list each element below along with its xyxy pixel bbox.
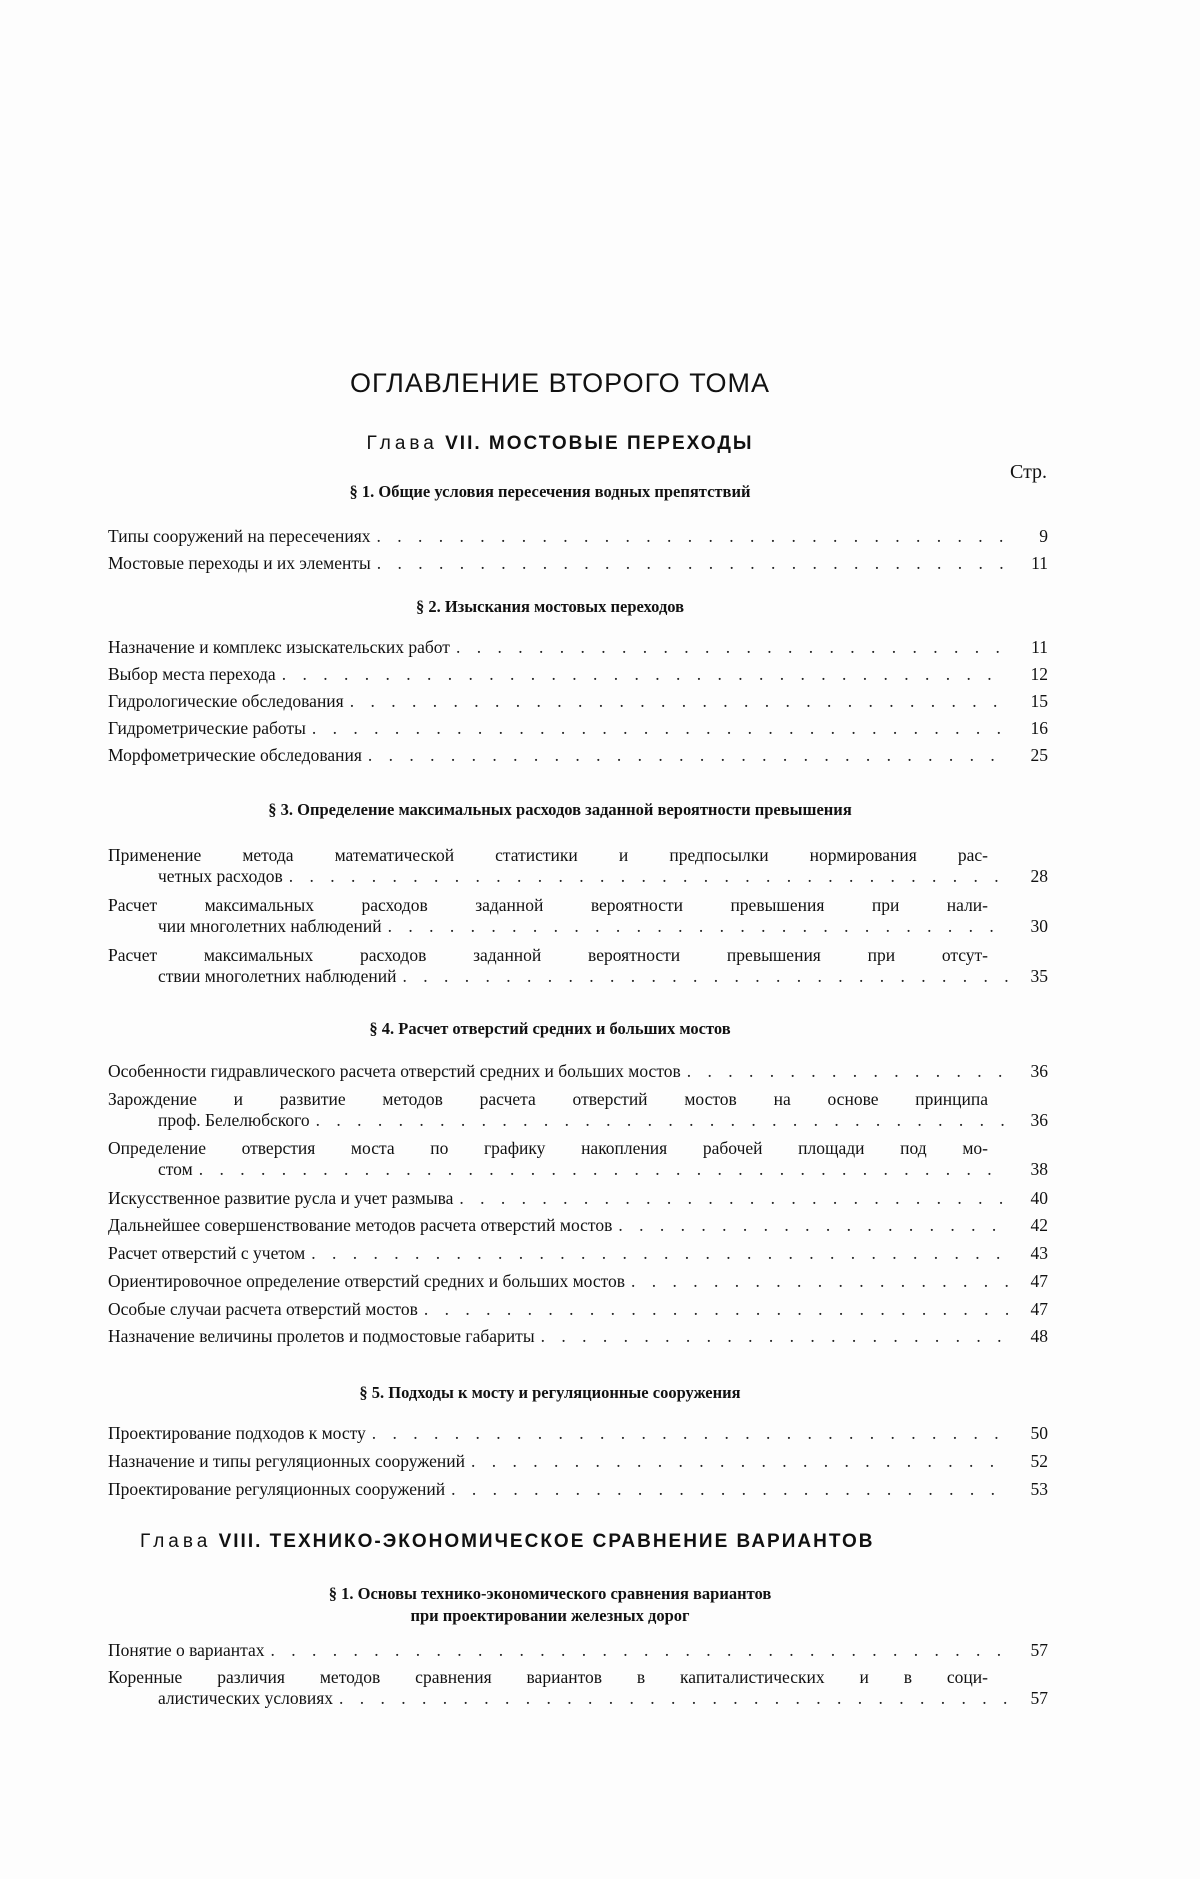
entry-page: 28 (1030, 866, 1048, 886)
entry-title: Особые случаи расчета отверстий мостов (108, 1299, 418, 1319)
entry-page: 57 (1030, 1688, 1048, 1708)
leader-dots (316, 1110, 1008, 1131)
toc-entry (108, 664, 1048, 685)
page-title: ОГЛАВЛЕНИЕ ВТОРОГО ТОМА (350, 368, 770, 398)
entry-title: Типы сооружений на пересечениях (108, 526, 371, 546)
section-heading: § 2. Изыскания мостовых переходов (415, 597, 685, 616)
entry-title: Искусственное развитие русла и учет размыва (108, 1188, 454, 1208)
chapter-heading (140, 1531, 1020, 1553)
entry-title-cont: чии многолетних наблюдений (158, 916, 382, 936)
entry-page: 9 (1039, 526, 1048, 546)
chapter-heading (0, 433, 1120, 455)
leader-dots (451, 1479, 1008, 1500)
entry-page: 12 (1030, 664, 1048, 684)
entry-page: 36 (1030, 1110, 1048, 1130)
section-heading: § 3. Определение максимальных расходов заданной вероятности превышения (268, 800, 852, 819)
leader-dots (372, 1423, 1008, 1444)
toc-entry (108, 1138, 1048, 1180)
entry-page: 15 (1030, 691, 1048, 711)
entry-title: Гидрометрические работы (108, 718, 306, 738)
entry-title: Расчет отверстий с учетом (108, 1243, 306, 1263)
toc-entry (108, 1061, 1048, 1082)
toc-entry (108, 945, 1048, 987)
entry-page: 50 (1030, 1423, 1048, 1443)
toc-entry (108, 1423, 1048, 1444)
entry-title: Расчет максимальных расходов заданной вероятности превышения при нали- (108, 895, 988, 915)
entry-title: Определение отверстия моста по графику накопления рабочей площади под мо- (108, 1138, 988, 1158)
toc-entry (108, 691, 1048, 712)
entry-title: Применение метода математической статистики и предпосылки нормирования рас- (108, 845, 988, 865)
leader-dots (312, 718, 1008, 739)
entry-page: 16 (1030, 718, 1048, 738)
toc-entry (108, 1089, 1048, 1131)
section-heading: § 5. Подходы к мосту и регуляционные сооружения (359, 1383, 741, 1402)
leader-dots (368, 745, 1008, 766)
chapter-name: VIII. ТЕХНИКО-ЭКОНОМИЧЕСКОЕ СРАВНЕНИЕ ВАРИАНТОВ (218, 1531, 875, 1552)
section-heading: § 1. Основы технико-экономического сравнения вариантов (328, 1584, 772, 1603)
toc-entry (108, 1299, 1048, 1320)
section-heading-line2: при проектировании железных дорог (410, 1606, 690, 1625)
entry-title: Особенности гидравлического расчета отверстий средних и больших мостов (108, 1061, 681, 1081)
section-heading: § 1. Общие условия пересечения водных препятствий (349, 482, 751, 501)
entry-title-cont: четных расходов (158, 866, 283, 886)
leader-dots (311, 1243, 1008, 1264)
leader-dots (282, 664, 1008, 685)
leader-dots (289, 866, 1008, 887)
entry-page: 52 (1030, 1451, 1048, 1471)
toc-entry (108, 845, 1048, 887)
toc-entry (108, 1640, 1048, 1661)
entry-title: Дальнейшее совершенствование методов расчета отверстий мостов (108, 1215, 613, 1235)
toc-entry (108, 718, 1048, 739)
entry-page: 38 (1030, 1159, 1048, 1179)
entry-page: 40 (1030, 1188, 1048, 1208)
entry-title: Коренные различия методов сравнения вариантов в капиталистических и в соци- (108, 1667, 988, 1687)
leader-dots (350, 691, 1008, 712)
entry-page: 47 (1030, 1299, 1048, 1319)
chapter-label: Глава (366, 433, 438, 454)
toc-entry (108, 1188, 1048, 1209)
toc-entry (108, 526, 1048, 547)
leader-dots (456, 637, 1008, 658)
entry-title: Назначение и типы регуляционных сооружений (108, 1451, 466, 1471)
entry-title: Назначение величины пролетов и подмостовые габариты (108, 1326, 535, 1346)
entry-title: Мостовые переходы и их элементы (108, 553, 371, 573)
leader-dots (687, 1061, 1008, 1082)
leader-dots (471, 1451, 1008, 1472)
entry-title-cont: ствии многолетних наблюдений (158, 966, 397, 986)
entry-page: 47 (1030, 1271, 1048, 1291)
toc-entry (108, 1271, 1048, 1292)
entry-page: 53 (1030, 1479, 1048, 1499)
entry-page: 43 (1030, 1243, 1048, 1263)
entry-title: Проектирование регуляционных сооружений (108, 1479, 446, 1499)
entry-title: Проектирование подходов к мосту (108, 1423, 366, 1443)
leader-dots (424, 1299, 1008, 1320)
chapter-name: VII. МОСТОВЫЕ ПЕРЕХОДЫ (445, 433, 754, 454)
leader-dots (271, 1640, 1008, 1661)
toc-entry (108, 1667, 1048, 1709)
leader-dots (618, 1215, 1008, 1236)
entry-title: Ориентировочное определение отверстий средних и больших мостов (108, 1271, 626, 1291)
entry-title: Морфометрические обследования (108, 745, 362, 765)
leader-dots (403, 966, 1008, 987)
toc-entry (108, 1479, 1048, 1500)
entry-title-cont: алистических условиях (158, 1688, 333, 1708)
entry-title: Понятие о вариантах (108, 1640, 265, 1660)
entry-page: 30 (1030, 916, 1048, 936)
entry-page: 11 (1031, 553, 1048, 573)
entry-title: Назначение и комплекс изыскательских работ (108, 637, 450, 657)
leader-dots (377, 526, 1008, 547)
entry-title-cont: стом (158, 1159, 193, 1179)
chapter-label: Глава (140, 1531, 212, 1552)
entry-page: 35 (1030, 966, 1048, 986)
entry-page: 57 (1030, 1640, 1048, 1660)
toc-entry (108, 637, 1048, 658)
entry-page: 48 (1030, 1326, 1048, 1346)
entry-title: Гидрологические обследования (108, 691, 344, 711)
toc-entry (108, 553, 1048, 574)
entry-title: Зарождение и развитие методов расчета отверстий мостов на основе принципа (108, 1089, 988, 1109)
entry-title: Расчет максимальных расходов заданной вероятности превышения при отсут- (108, 945, 988, 965)
toc-entry (108, 895, 1048, 937)
leader-dots (541, 1326, 1008, 1347)
toc-entry (108, 1215, 1048, 1236)
entry-page: 25 (1030, 745, 1048, 765)
entry-page: 36 (1030, 1061, 1048, 1081)
leader-dots (631, 1271, 1008, 1292)
toc-entry (108, 1243, 1048, 1264)
leader-dots (459, 1188, 1008, 1209)
section-heading: § 4. Расчет отверстий средних и больших мостов (369, 1019, 731, 1038)
entry-title: Выбор места перехода (108, 664, 276, 684)
toc-entry (108, 1451, 1048, 1472)
leader-dots (199, 1159, 1008, 1180)
page-column-label: Стр. (1010, 461, 1048, 483)
toc-entry (108, 745, 1048, 766)
leader-dots (388, 916, 1008, 937)
toc-entry (108, 1326, 1048, 1347)
entry-page: 42 (1030, 1215, 1048, 1235)
leader-dots (339, 1688, 1008, 1709)
entry-page: 11 (1031, 637, 1048, 657)
leader-dots (377, 553, 1008, 574)
entry-title-cont: проф. Белелюбского (158, 1110, 310, 1130)
